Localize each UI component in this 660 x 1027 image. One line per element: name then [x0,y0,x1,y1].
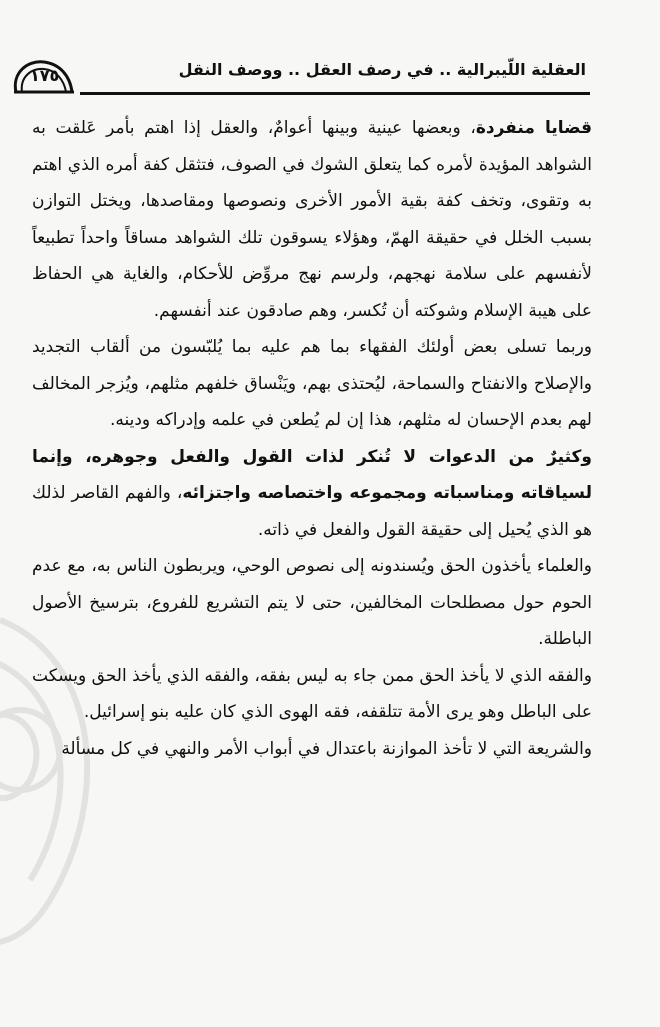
page-header [10,58,590,98]
paragraph-5-text: والفقه الذي لا يأخذ الحق ممن جاء به ليس بفقه، والفقه الذي يأخذ الحق ويسكت على الباطل وهو يرى الأمة تتلقفه، فقه الهوى الذي كان عليه بنو إسرائيل. [32,665,592,722]
paragraph-1-text: ، وبعضها عينية وبينها أعوامٌ، والعقل إذا اهتم بأمر عَلقت به الشواهد المؤيدة لأمره كما يتعلق الشوك في الصوف، فتثقل كفة أمره الذي اهتم به وتقوى، وتخف كفة بقية الأمور الأخرى ونصوصها ومقاصدها، ويختل التوازن بسبب الخلل في حقيقة الهمّ، وهؤلاء يسوقون تلك الشواهد مساقاً واحداً تطبيعاً لأنفسهم على سلامة نهجهم، ولرسم نهج مروِّض للأحكام، والغاية هي الحفاظ على هيبة الإسلام وشوكته أن تُكسر، وهم صادقون عند أنفسهم. [32,118,592,321]
header-rule [80,92,590,95]
paragraph-6-text: والشريعة التي لا تأخذ الموازنة باعتدال في أبواب الأمر والنهي في كل مسألة [61,738,592,759]
paragraph-1 [32,110,592,329]
paragraph-4 [32,548,592,658]
paragraph-4-text: والعلماء يأخذون الحق ويُسندونه إلى نصوص الوحي، ويربطون الناس به، مع عدم الحوم حول مصطلحات المخالفين، حتى لا يتم التشريع للفروع، بترسيخ الأصول الباطلة. [32,556,592,649]
paragraph-3 [32,439,592,549]
paragraph-2-text: وربما تسلى بعض أولئك الفقهاء بما هم عليه بما يُلبّسون من ألقاب التجديد والإصلاح والانفتاح والسماحة، ليُحتذى بهم، ويَنْساق خلفهم مثلهم، ويُزجر المخالف لهم بعدم الإحسان له مثلهم، هذا إن لم يُطعن في علمه وإدراكه ودينه. [32,337,592,430]
paragraph-1-lead: قضايا منفردة [475,118,592,138]
paragraph-2 [32,329,592,439]
body-text [32,110,592,767]
paragraph-3-lead: وكثيرٌ من الدعوات لا تُنكر لذات القول والفعل وجوهره، وإنما لسياقاته ومناسباته ومجموعه واختصاصه واجتزائه [32,446,592,503]
paragraph-3-text: ، والفهم القاصر لذلك هو الذي يُحيل إلى حقيقة القول والفعل في ذاته. [32,483,592,540]
paragraph-5 [32,658,592,731]
page-number: ١٧٥ [30,66,60,85]
paragraph-6 [32,731,592,768]
running-title: العقلية اللّيبرالية .. في رصف العقل .. ووصف النقل [178,60,586,79]
